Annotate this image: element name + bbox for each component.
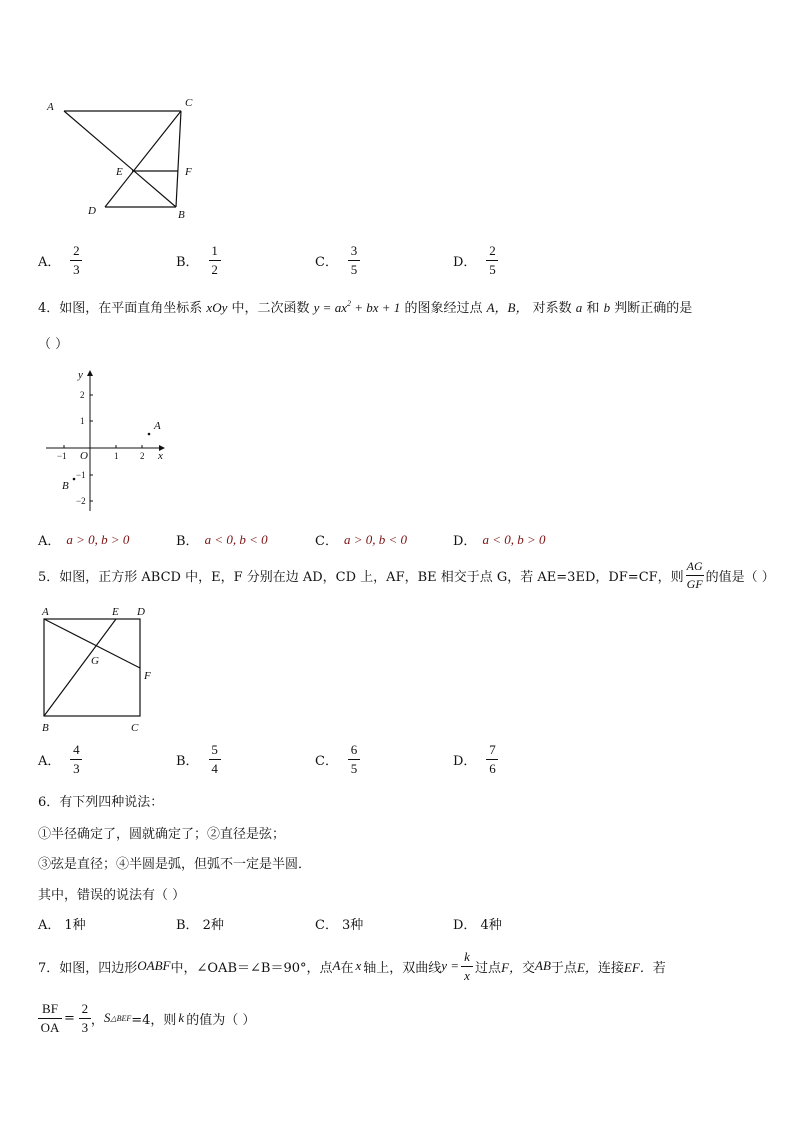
q5-label-b: B (42, 722, 49, 734)
q6-option-a[interactable]: A． 1种 (38, 918, 86, 933)
q3-option-c[interactable]: C． $\frac{3}{5}$ (315, 244, 360, 276)
q5-label-d: D (137, 606, 145, 618)
q5-option-c[interactable]: C． $\frac{6}{5}$ (315, 743, 360, 775)
y-tick-neg1: −1 (76, 470, 86, 480)
q5-question-text: 5．如图，正方形 ABCD 中，E，F 分别在边 AD，CD 上，AF，BE 相交于点 G，若 AE=3ED，DF=CF，则 $\frac{AG}{GF}$ 的值是（ ） (38, 559, 775, 591)
q5-label-e: E (112, 606, 119, 618)
point-b-label: B (62, 480, 69, 492)
q4-option-c[interactable]: C． a > 0, b < 0 (315, 531, 407, 549)
origin-label: O (80, 450, 88, 462)
q4-question-text: 4．如图，在平面直角坐标系 xOy 中，二次函数 $y = ax^2$ + bx + 1 的图象经过点 A，B， 对系数 a 和 b 判断正确的是 (38, 299, 693, 316)
x-tick-neg1: −1 (57, 451, 67, 461)
q4-coordinate-graph (40, 365, 170, 515)
point-a (148, 433, 151, 436)
q5-figure (38, 600, 163, 738)
q3-label-d: D (88, 205, 96, 217)
q3-option-a[interactable]: A． $\frac{2}{3}$ (38, 244, 82, 276)
q7-question-text: 7．如图，四边形 OABF 中，∠OAB＝∠B＝90°，点 A 在 x 轴上，双曲线 y = $\frac{k}{x}$ 过点 F， 交 AB 于点 E， 连接 EF． 若 (38, 949, 666, 983)
q5-label-a: A (42, 606, 49, 618)
q6-option-d[interactable]: D． 4种 (453, 918, 502, 933)
q3-label-f: F (185, 166, 192, 178)
q5-label-g: G (91, 655, 99, 667)
q5-option-b[interactable]: B． $\frac{5}{4}$ (176, 743, 221, 775)
q4-option-b[interactable]: B． a < 0, b < 0 (176, 531, 268, 549)
x-axis-label: x (158, 450, 163, 462)
segment-cd (105, 111, 181, 207)
point-a-label: A (154, 420, 161, 432)
q5-option-a[interactable]: A． $\frac{4}{3}$ (38, 743, 82, 775)
q6-statement-line-2: ③弦是直径；④半圆是弧，但弧不一定是半圆． (38, 857, 312, 872)
y-axis-label: y (78, 369, 83, 381)
q4-option-a[interactable]: A． a > 0, b > 0 (38, 531, 130, 549)
q6-prompt: 其中，错误的说法有（ ） (38, 888, 186, 903)
q4-option-d[interactable]: D． a < 0, b > 0 (453, 531, 546, 549)
q6-title: 6．有下列四种说法： (38, 795, 164, 810)
square-abcd (44, 619, 140, 716)
q6-option-b[interactable]: B． 2种 (176, 918, 224, 933)
x-tick-1: 1 (114, 451, 119, 461)
segment-be (44, 619, 116, 716)
y-tick-neg2: −2 (76, 496, 86, 506)
y-tick-1: 1 (80, 416, 85, 426)
q6-option-c[interactable]: C． 3种 (315, 918, 364, 933)
q3-option-b[interactable]: B． $\frac{1}{2}$ (176, 244, 221, 276)
q3-label-c: C (185, 97, 193, 109)
point-b (73, 478, 76, 481)
q3-label-a: A (47, 101, 54, 113)
x-tick-2: 2 (140, 451, 145, 461)
q5-label-c: C (131, 722, 139, 734)
q5-label-f: F (144, 670, 151, 682)
segment-cb (176, 111, 181, 207)
q3-figure (40, 92, 210, 227)
y-tick-2: 2 (80, 390, 85, 400)
q5-option-d[interactable]: D． $\frac{7}{6}$ (453, 743, 498, 775)
segment-ab (64, 111, 176, 207)
q4-answer-blank: （ ） (38, 337, 69, 352)
q6-statement-line-1: ①半径确定了，圆就确定了；②直径是弦； (38, 827, 286, 842)
q3-option-d[interactable]: D． $\frac{2}{5}$ (453, 244, 498, 276)
q7-condition-text: $\frac{BF}{OA}$ = $\frac{2}{3}$ ， S △BEF =4，则 k 的值为（ ） (38, 1002, 255, 1034)
q3-label-e: E (116, 166, 123, 178)
q3-label-b: B (178, 209, 185, 221)
